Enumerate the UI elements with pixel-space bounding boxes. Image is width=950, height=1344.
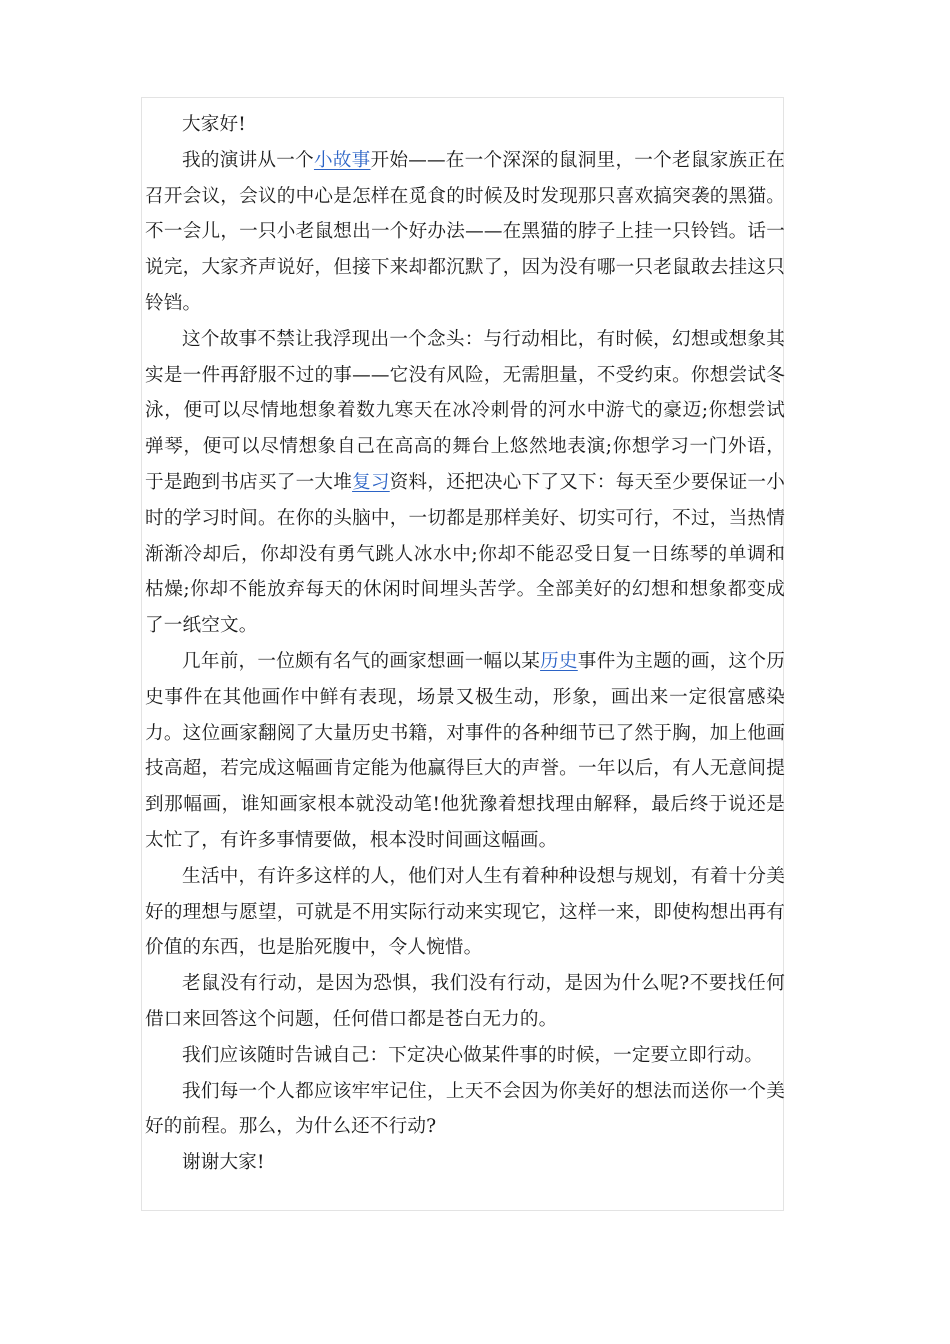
paragraph-4: 生活中，有许多这样的人，他们对人生有着种种设想与规划，有着十分美好的理想与愿望，可就是不用实际行动来实现它，这样一来，即使构想出再有价值的东西，也是胎死腹中，令人惋惜。: [145, 865, 785, 959]
link-story[interactable]: 小故事: [313, 149, 371, 171]
paragraph-2-text-after: 资料，还把决心下了又下：每天至少要保证一小时的学习时间。在你的头脑中，一切都是那样美好、切实可行，不过，当热情渐渐冷却后，你却没有勇气跳人冰水中;你却不能忍受日复一日练琴的单调和枯燥;你却不能放弃每天的休闲时间埋头苦学。全部美好的幻想和想象都变成了一纸空文。: [145, 471, 785, 637]
closing: 谢谢大家!: [182, 1152, 265, 1174]
paragraph-1-text-after: 开始——在一个深深的鼠洞里，一个老鼠家族正在召开会议，会议的中心是怎样在觅食的时候及时发现那只喜欢搞突袭的黑猫。不一会儿，一只小老鼠想出一个好办法——在黑猫的脖子上挂一只铃铛。话一说完，大家齐声说好，但接下来却都沉默了，因为没有哪一只老鼠敢去挂这只铃铛。: [145, 149, 785, 314]
greeting: 大家好!: [182, 114, 246, 135]
speech-body: [145, 107, 785, 1181]
paragraph-3: [145, 644, 785, 859]
paragraph-3-text-before: 几年前，一位颇有名气的画家想画一幅以某: [182, 650, 541, 672]
paragraph-7: 我们每一个人都应该牢牢记住，上天不会因为你美好的想法而送你一个美好的前程。那么，为什么还不行动?: [145, 1080, 785, 1138]
paragraph-2-text-before: 这个故事不禁让我浮现出一个念头：与行动相比，有时候，幻想或想象其实是一件再舒服不过的事——它没有风险，无需胆量，不受约束。你想尝试冬泳，便可以尽情地想象着数九寒天在冰冷刺骨的河水中游弋的豪迈;你想尝试弹琴，便可以尽情想象自己在高高的舞台上悠然地表演;你想学习一门外语，于是跑到书店买了一大堆: [145, 328, 785, 493]
link-review[interactable]: 复习: [352, 471, 390, 493]
paragraph-5: 老鼠没有行动，是因为恐惧，我们没有行动，是因为什么呢?不要找任何借口来回答这个问题，任何借口都是苍白无力的。: [145, 973, 785, 1030]
paragraph-1-text-before: 我的演讲从一个: [182, 149, 314, 171]
paragraph-1: [145, 143, 785, 322]
paragraph-3-text-after: 事件为主题的画，这个历史事件在其他画作中鲜有表现，场景又极生动，形象，画出来一定很富感染力。这位画家翻阅了大量历史书籍，对事件的各种细节已了然于胸，加上他画技高超，若完成这幅画肯定能为他赢得巨大的声誉。一年以后，有人无意间提到那幅画，谁知画家根本就没动笔!他犹豫着想找理由解释，最后终于说还是太忙了，有许多事情要做，根本没时间画这幅画。: [145, 650, 785, 851]
link-history[interactable]: 历史: [540, 650, 578, 672]
paragraph-2: [145, 322, 785, 644]
paragraph-6: 我们应该随时告诫自己：下定决心做某件事的时候，一定要立即行动。: [182, 1044, 764, 1066]
